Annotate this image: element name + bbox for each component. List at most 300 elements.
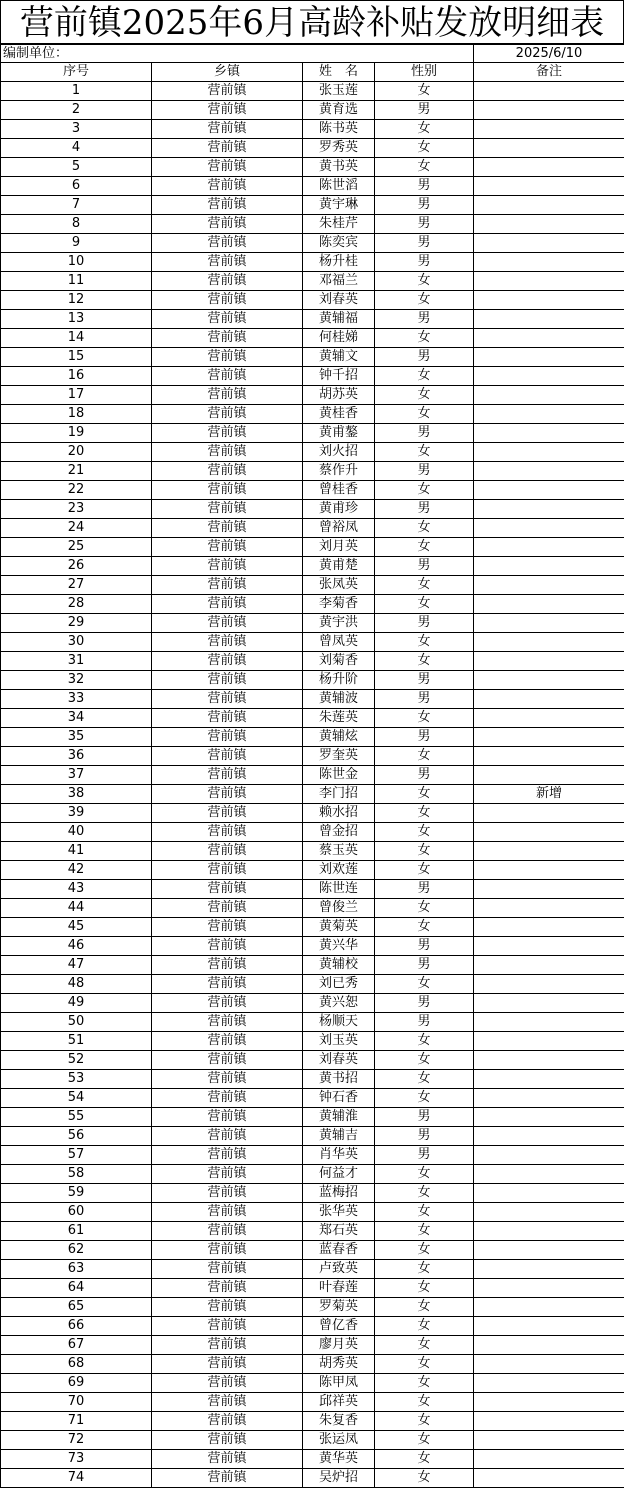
cell-index[interactable]: 60 [1, 1203, 152, 1222]
cell-town[interactable]: 营前镇 [152, 215, 303, 234]
cell-name[interactable]: 朱桂芹 [303, 215, 375, 234]
cell-index[interactable]: 39 [1, 804, 152, 823]
cell-town[interactable]: 营前镇 [152, 177, 303, 196]
cell-remark[interactable] [474, 405, 624, 424]
cell-index[interactable]: 19 [1, 424, 152, 443]
cell-index[interactable]: 21 [1, 462, 152, 481]
cell-index[interactable]: 70 [1, 1393, 152, 1412]
cell-town[interactable]: 营前镇 [152, 519, 303, 538]
cell-gender[interactable]: 女 [375, 1393, 474, 1412]
cell-gender[interactable]: 女 [375, 1450, 474, 1469]
cell-remark[interactable] [474, 481, 624, 500]
cell-town[interactable]: 营前镇 [152, 1412, 303, 1431]
cell-gender[interactable]: 女 [375, 1032, 474, 1051]
cell-town[interactable]: 营前镇 [152, 120, 303, 139]
cell-name[interactable]: 曾凤英 [303, 633, 375, 652]
cell-remark[interactable] [474, 462, 624, 481]
cell-name[interactable]: 黄桂香 [303, 405, 375, 424]
cell-remark[interactable] [474, 291, 624, 310]
cell-name[interactable]: 刘火招 [303, 443, 375, 462]
cell-index[interactable]: 49 [1, 994, 152, 1013]
unit-label[interactable]: 编制单位： [1, 45, 474, 63]
cell-name[interactable]: 黄育选 [303, 101, 375, 120]
cell-gender[interactable]: 女 [375, 1184, 474, 1203]
cell-remark[interactable] [474, 633, 624, 652]
cell-index[interactable]: 28 [1, 595, 152, 614]
cell-gender[interactable]: 男 [375, 1146, 474, 1165]
cell-remark[interactable] [474, 101, 624, 120]
cell-town[interactable]: 营前镇 [152, 158, 303, 177]
cell-town[interactable]: 营前镇 [152, 804, 303, 823]
cell-gender[interactable]: 女 [375, 918, 474, 937]
cell-remark[interactable] [474, 842, 624, 861]
cell-town[interactable]: 营前镇 [152, 994, 303, 1013]
cell-town[interactable]: 营前镇 [152, 1089, 303, 1108]
cell-name[interactable]: 黄书招 [303, 1070, 375, 1089]
cell-gender[interactable]: 男 [375, 1013, 474, 1032]
cell-town[interactable]: 营前镇 [152, 500, 303, 519]
cell-remark[interactable] [474, 766, 624, 785]
cell-name[interactable]: 曾桂香 [303, 481, 375, 500]
cell-town[interactable]: 营前镇 [152, 462, 303, 481]
cell-index[interactable]: 45 [1, 918, 152, 937]
cell-remark[interactable] [474, 595, 624, 614]
cell-town[interactable]: 营前镇 [152, 766, 303, 785]
cell-name[interactable]: 朱复香 [303, 1412, 375, 1431]
cell-index[interactable]: 54 [1, 1089, 152, 1108]
cell-gender[interactable]: 男 [375, 956, 474, 975]
cell-name[interactable]: 何益才 [303, 1165, 375, 1184]
cell-remark[interactable] [474, 937, 624, 956]
cell-gender[interactable]: 男 [375, 462, 474, 481]
cell-name[interactable]: 钟千招 [303, 367, 375, 386]
cell-gender[interactable]: 女 [375, 576, 474, 595]
cell-remark[interactable] [474, 1260, 624, 1279]
cell-gender[interactable]: 男 [375, 690, 474, 709]
cell-name[interactable]: 杨顺天 [303, 1013, 375, 1032]
cell-remark[interactable] [474, 1336, 624, 1355]
cell-town[interactable]: 营前镇 [152, 1146, 303, 1165]
cell-remark[interactable] [474, 158, 624, 177]
cell-remark[interactable] [474, 1241, 624, 1260]
cell-town[interactable]: 营前镇 [152, 1374, 303, 1393]
cell-index[interactable]: 17 [1, 386, 152, 405]
cell-index[interactable]: 58 [1, 1165, 152, 1184]
cell-gender[interactable]: 女 [375, 82, 474, 101]
cell-gender[interactable]: 女 [375, 519, 474, 538]
cell-remark[interactable] [474, 1070, 624, 1089]
cell-remark[interactable] [474, 1089, 624, 1108]
cell-town[interactable]: 营前镇 [152, 234, 303, 253]
cell-index[interactable]: 37 [1, 766, 152, 785]
cell-remark[interactable] [474, 1165, 624, 1184]
cell-town[interactable]: 营前镇 [152, 614, 303, 633]
cell-town[interactable]: 营前镇 [152, 747, 303, 766]
cell-gender[interactable]: 女 [375, 652, 474, 671]
cell-name[interactable]: 卢致英 [303, 1260, 375, 1279]
cell-index[interactable]: 59 [1, 1184, 152, 1203]
cell-index[interactable]: 3 [1, 120, 152, 139]
cell-remark[interactable] [474, 861, 624, 880]
cell-index[interactable]: 26 [1, 557, 152, 576]
cell-name[interactable]: 陈世滔 [303, 177, 375, 196]
cell-index[interactable]: 10 [1, 253, 152, 272]
cell-remark[interactable] [474, 956, 624, 975]
cell-index[interactable]: 48 [1, 975, 152, 994]
cell-index[interactable]: 24 [1, 519, 152, 538]
cell-gender[interactable]: 女 [375, 804, 474, 823]
cell-index[interactable]: 1 [1, 82, 152, 101]
cell-remark[interactable] [474, 1317, 624, 1336]
cell-remark[interactable] [474, 1298, 624, 1317]
cell-town[interactable]: 营前镇 [152, 1184, 303, 1203]
cell-remark[interactable] [474, 1203, 624, 1222]
cell-town[interactable]: 营前镇 [152, 1108, 303, 1127]
cell-name[interactable]: 罗秀英 [303, 139, 375, 158]
cell-town[interactable]: 营前镇 [152, 557, 303, 576]
cell-remark[interactable] [474, 1222, 624, 1241]
cell-gender[interactable]: 女 [375, 709, 474, 728]
cell-name[interactable]: 曾亿香 [303, 1317, 375, 1336]
cell-name[interactable]: 黄辅福 [303, 310, 375, 329]
cell-name[interactable]: 张凤英 [303, 576, 375, 595]
cell-gender[interactable]: 男 [375, 348, 474, 367]
cell-index[interactable]: 41 [1, 842, 152, 861]
cell-town[interactable]: 营前镇 [152, 1336, 303, 1355]
cell-town[interactable]: 营前镇 [152, 1355, 303, 1374]
cell-name[interactable]: 邱祥英 [303, 1393, 375, 1412]
cell-town[interactable]: 营前镇 [152, 1393, 303, 1412]
cell-gender[interactable]: 男 [375, 937, 474, 956]
cell-remark[interactable] [474, 253, 624, 272]
cell-index[interactable]: 29 [1, 614, 152, 633]
cell-index[interactable]: 20 [1, 443, 152, 462]
cell-gender[interactable]: 男 [375, 101, 474, 120]
cell-remark[interactable] [474, 120, 624, 139]
cell-index[interactable]: 38 [1, 785, 152, 804]
cell-name[interactable]: 黄辅文 [303, 348, 375, 367]
cell-gender[interactable]: 女 [375, 538, 474, 557]
cell-remark[interactable] [474, 196, 624, 215]
cell-name[interactable]: 黄宇琳 [303, 196, 375, 215]
cell-gender[interactable]: 男 [375, 500, 474, 519]
cell-gender[interactable]: 男 [375, 1108, 474, 1127]
cell-town[interactable]: 营前镇 [152, 1127, 303, 1146]
cell-town[interactable]: 营前镇 [152, 1051, 303, 1070]
cell-gender[interactable]: 女 [375, 329, 474, 348]
cell-remark[interactable] [474, 652, 624, 671]
cell-gender[interactable]: 男 [375, 196, 474, 215]
cell-remark[interactable] [474, 728, 624, 747]
cell-town[interactable]: 营前镇 [152, 1032, 303, 1051]
cell-index[interactable]: 23 [1, 500, 152, 519]
cell-index[interactable]: 62 [1, 1241, 152, 1260]
cell-index[interactable]: 15 [1, 348, 152, 367]
cell-gender[interactable]: 男 [375, 557, 474, 576]
cell-remark[interactable] [474, 899, 624, 918]
cell-index[interactable]: 16 [1, 367, 152, 386]
cell-town[interactable]: 营前镇 [152, 633, 303, 652]
cell-index[interactable]: 13 [1, 310, 152, 329]
cell-town[interactable]: 营前镇 [152, 1241, 303, 1260]
cell-name[interactable]: 肖华英 [303, 1146, 375, 1165]
cell-index[interactable]: 2 [1, 101, 152, 120]
cell-name[interactable]: 叶春莲 [303, 1279, 375, 1298]
cell-name[interactable]: 刘月英 [303, 538, 375, 557]
cell-index[interactable]: 18 [1, 405, 152, 424]
cell-name[interactable]: 蔡玉英 [303, 842, 375, 861]
cell-gender[interactable]: 女 [375, 1412, 474, 1431]
cell-remark[interactable] [474, 918, 624, 937]
cell-remark[interactable] [474, 215, 624, 234]
cell-index[interactable]: 72 [1, 1431, 152, 1450]
cell-remark[interactable] [474, 1184, 624, 1203]
cell-index[interactable]: 64 [1, 1279, 152, 1298]
cell-gender[interactable]: 女 [375, 272, 474, 291]
cell-name[interactable]: 黄书英 [303, 158, 375, 177]
cell-remark[interactable] [474, 1355, 624, 1374]
cell-town[interactable]: 营前镇 [152, 1070, 303, 1089]
cell-name[interactable]: 蔡作升 [303, 462, 375, 481]
cell-gender[interactable]: 女 [375, 120, 474, 139]
cell-name[interactable]: 黄宇洪 [303, 614, 375, 633]
cell-gender[interactable]: 女 [375, 1336, 474, 1355]
cell-name[interactable]: 黄兴恕 [303, 994, 375, 1013]
cell-town[interactable]: 营前镇 [152, 785, 303, 804]
cell-name[interactable]: 黄兴华 [303, 937, 375, 956]
cell-town[interactable]: 营前镇 [152, 823, 303, 842]
cell-name[interactable]: 李菊香 [303, 595, 375, 614]
cell-gender[interactable]: 女 [375, 1260, 474, 1279]
cell-town[interactable]: 营前镇 [152, 595, 303, 614]
cell-index[interactable]: 65 [1, 1298, 152, 1317]
cell-town[interactable]: 营前镇 [152, 937, 303, 956]
cell-name[interactable]: 黄甫鏊 [303, 424, 375, 443]
cell-index[interactable]: 51 [1, 1032, 152, 1051]
cell-gender[interactable]: 男 [375, 234, 474, 253]
cell-town[interactable]: 营前镇 [152, 1203, 303, 1222]
cell-name[interactable]: 张运凤 [303, 1431, 375, 1450]
cell-name[interactable]: 黄辅波 [303, 690, 375, 709]
cell-remark[interactable] [474, 1013, 624, 1032]
cell-name[interactable]: 胡秀英 [303, 1355, 375, 1374]
cell-gender[interactable]: 男 [375, 766, 474, 785]
cell-remark[interactable] [474, 1032, 624, 1051]
cell-town[interactable]: 营前镇 [152, 956, 303, 975]
cell-town[interactable]: 营前镇 [152, 1222, 303, 1241]
cell-name[interactable]: 赖水招 [303, 804, 375, 823]
cell-name[interactable]: 廖月英 [303, 1336, 375, 1355]
cell-remark[interactable] [474, 1127, 624, 1146]
cell-gender[interactable]: 女 [375, 861, 474, 880]
cell-remark[interactable] [474, 1393, 624, 1412]
cell-name[interactable]: 刘春英 [303, 1051, 375, 1070]
cell-remark[interactable] [474, 557, 624, 576]
cell-index[interactable]: 63 [1, 1260, 152, 1279]
cell-name[interactable]: 陈甲凤 [303, 1374, 375, 1393]
cell-name[interactable]: 陈世连 [303, 880, 375, 899]
cell-index[interactable]: 22 [1, 481, 152, 500]
cell-index[interactable]: 73 [1, 1450, 152, 1469]
cell-index[interactable]: 25 [1, 538, 152, 557]
cell-gender[interactable]: 女 [375, 747, 474, 766]
cell-gender[interactable]: 男 [375, 310, 474, 329]
cell-remark[interactable] [474, 139, 624, 158]
cell-index[interactable]: 7 [1, 196, 152, 215]
cell-town[interactable]: 营前镇 [152, 842, 303, 861]
cell-remark[interactable] [474, 823, 624, 842]
cell-index[interactable]: 71 [1, 1412, 152, 1431]
cell-index[interactable]: 5 [1, 158, 152, 177]
cell-town[interactable]: 营前镇 [152, 348, 303, 367]
cell-index[interactable]: 42 [1, 861, 152, 880]
cell-gender[interactable]: 女 [375, 899, 474, 918]
report-date[interactable]: 2025/6/10 [474, 45, 624, 63]
cell-town[interactable]: 营前镇 [152, 291, 303, 310]
header-gender[interactable]: 性别 [375, 63, 474, 82]
cell-remark[interactable] [474, 576, 624, 595]
cell-gender[interactable]: 女 [375, 1222, 474, 1241]
cell-gender[interactable]: 男 [375, 614, 474, 633]
cell-town[interactable]: 营前镇 [152, 1317, 303, 1336]
cell-gender[interactable]: 女 [375, 443, 474, 462]
cell-town[interactable]: 营前镇 [152, 709, 303, 728]
cell-gender[interactable]: 女 [375, 1089, 474, 1108]
cell-remark[interactable] [474, 1279, 624, 1298]
cell-index[interactable]: 56 [1, 1127, 152, 1146]
cell-town[interactable]: 营前镇 [152, 1260, 303, 1279]
cell-index[interactable]: 44 [1, 899, 152, 918]
cell-gender[interactable]: 女 [375, 291, 474, 310]
cell-name[interactable]: 郑石英 [303, 1222, 375, 1241]
cell-index[interactable]: 32 [1, 671, 152, 690]
cell-town[interactable]: 营前镇 [152, 538, 303, 557]
cell-name[interactable]: 曾金招 [303, 823, 375, 842]
cell-remark[interactable] [474, 519, 624, 538]
cell-gender[interactable]: 女 [375, 386, 474, 405]
cell-town[interactable]: 营前镇 [152, 1279, 303, 1298]
cell-gender[interactable]: 女 [375, 158, 474, 177]
cell-town[interactable]: 营前镇 [152, 82, 303, 101]
cell-remark[interactable] [474, 614, 624, 633]
cell-name[interactable]: 黄辅校 [303, 956, 375, 975]
cell-gender[interactable]: 女 [375, 1374, 474, 1393]
cell-name[interactable]: 刘菊香 [303, 652, 375, 671]
cell-gender[interactable]: 女 [375, 785, 474, 804]
cell-town[interactable]: 营前镇 [152, 899, 303, 918]
cell-gender[interactable]: 女 [375, 1070, 474, 1089]
cell-name[interactable]: 杨升阶 [303, 671, 375, 690]
cell-gender[interactable]: 女 [375, 1355, 474, 1374]
cell-town[interactable]: 营前镇 [152, 386, 303, 405]
cell-town[interactable]: 营前镇 [152, 405, 303, 424]
cell-index[interactable]: 50 [1, 1013, 152, 1032]
cell-remark[interactable] [474, 424, 624, 443]
cell-name[interactable]: 朱莲英 [303, 709, 375, 728]
cell-gender[interactable]: 男 [375, 177, 474, 196]
cell-town[interactable]: 营前镇 [152, 424, 303, 443]
cell-town[interactable]: 营前镇 [152, 728, 303, 747]
cell-gender[interactable]: 女 [375, 633, 474, 652]
cell-town[interactable]: 营前镇 [152, 1450, 303, 1469]
cell-gender[interactable]: 女 [375, 139, 474, 158]
cell-name[interactable]: 蓝春香 [303, 1241, 375, 1260]
cell-town[interactable]: 营前镇 [152, 310, 303, 329]
cell-remark[interactable] [474, 329, 624, 348]
cell-remark[interactable] [474, 1374, 624, 1393]
cell-index[interactable]: 53 [1, 1070, 152, 1089]
cell-town[interactable]: 营前镇 [152, 1298, 303, 1317]
cell-gender[interactable]: 女 [375, 1279, 474, 1298]
cell-remark[interactable] [474, 747, 624, 766]
cell-index[interactable]: 61 [1, 1222, 152, 1241]
cell-name[interactable]: 张玉莲 [303, 82, 375, 101]
cell-remark[interactable] [474, 1412, 624, 1431]
cell-gender[interactable]: 女 [375, 1469, 474, 1488]
cell-town[interactable]: 营前镇 [152, 329, 303, 348]
cell-town[interactable]: 营前镇 [152, 690, 303, 709]
cell-town[interactable]: 营前镇 [152, 481, 303, 500]
cell-remark[interactable] [474, 804, 624, 823]
cell-name[interactable]: 黄华英 [303, 1450, 375, 1469]
cell-index[interactable]: 52 [1, 1051, 152, 1070]
cell-name[interactable]: 罗奎英 [303, 747, 375, 766]
cell-remark[interactable] [474, 177, 624, 196]
cell-remark[interactable] [474, 443, 624, 462]
cell-gender[interactable]: 男 [375, 671, 474, 690]
cell-remark[interactable] [474, 1469, 624, 1488]
cell-gender[interactable]: 男 [375, 215, 474, 234]
cell-index[interactable]: 6 [1, 177, 152, 196]
cell-index[interactable]: 67 [1, 1336, 152, 1355]
cell-town[interactable]: 营前镇 [152, 1165, 303, 1184]
cell-name[interactable]: 黄辅淮 [303, 1108, 375, 1127]
cell-name[interactable]: 陈奕宾 [303, 234, 375, 253]
cell-index[interactable]: 47 [1, 956, 152, 975]
cell-town[interactable]: 营前镇 [152, 1469, 303, 1488]
cell-remark[interactable] [474, 690, 624, 709]
cell-town[interactable]: 营前镇 [152, 576, 303, 595]
cell-gender[interactable]: 女 [375, 595, 474, 614]
cell-index[interactable]: 34 [1, 709, 152, 728]
cell-gender[interactable]: 女 [375, 1165, 474, 1184]
cell-index[interactable]: 8 [1, 215, 152, 234]
header-remark[interactable]: 备注 [474, 63, 624, 82]
cell-town[interactable]: 营前镇 [152, 253, 303, 272]
cell-index[interactable]: 27 [1, 576, 152, 595]
cell-remark[interactable] [474, 1450, 624, 1469]
cell-name[interactable]: 曾俊兰 [303, 899, 375, 918]
header-town[interactable]: 乡镇 [152, 63, 303, 82]
header-name[interactable]: 姓 名 [303, 63, 375, 82]
cell-gender[interactable]: 男 [375, 1127, 474, 1146]
cell-name[interactable]: 刘春英 [303, 291, 375, 310]
cell-town[interactable]: 营前镇 [152, 139, 303, 158]
cell-remark[interactable] [474, 1108, 624, 1127]
cell-remark[interactable] [474, 1146, 624, 1165]
cell-remark[interactable] [474, 1051, 624, 1070]
cell-index[interactable]: 4 [1, 139, 152, 158]
cell-remark[interactable]: 新增 [474, 785, 624, 804]
cell-name[interactable]: 陈书英 [303, 120, 375, 139]
header-index[interactable]: 序号 [1, 63, 152, 82]
cell-gender[interactable]: 男 [375, 728, 474, 747]
cell-name[interactable]: 张华英 [303, 1203, 375, 1222]
cell-name[interactable]: 黄辅炫 [303, 728, 375, 747]
cell-index[interactable]: 30 [1, 633, 152, 652]
cell-name[interactable]: 刘欢莲 [303, 861, 375, 880]
cell-gender[interactable]: 女 [375, 367, 474, 386]
